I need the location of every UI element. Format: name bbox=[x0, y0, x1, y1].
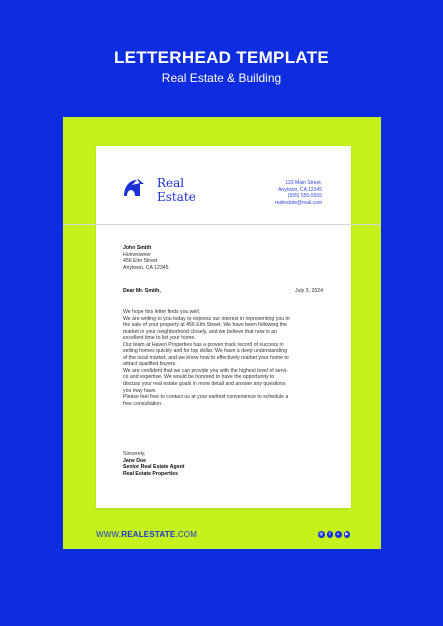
contact-street: 123 Main Street, bbox=[285, 180, 322, 186]
website-prefix: WWW. bbox=[96, 530, 122, 539]
poster-title: LETTERHEAD TEMPLATE bbox=[113, 48, 330, 67]
body-line: We are confident that we can provide you with the highest level of servi- bbox=[123, 367, 288, 374]
body-line: We hope this letter finds you well. bbox=[123, 309, 201, 315]
salutation: Dear Mr. Smith, bbox=[123, 288, 161, 294]
valediction: Sincerely, bbox=[123, 451, 146, 457]
brand-line-2: Estate bbox=[157, 190, 196, 204]
facebook-icon[interactable]: f bbox=[327, 531, 334, 538]
contact-phone: (555) 555-5555 bbox=[287, 193, 322, 200]
poster-subtitle: Real Estate & Building bbox=[161, 71, 282, 85]
website-link[interactable] bbox=[96, 530, 197, 539]
body-line: selling homes quickly and for top dollar. We have a deep understanding bbox=[123, 348, 287, 355]
x-icon[interactable]: x bbox=[335, 531, 342, 538]
body-line: market in your neighborhood closely, and we believe that now is an bbox=[123, 328, 277, 335]
letterhead-sheet bbox=[96, 146, 351, 508]
body-line: Please feel free to contact us at your earliest convenience to schedule a bbox=[123, 394, 289, 401]
body-line: Our team at Haven Properties has a proven track record of success in bbox=[123, 341, 284, 348]
letter-body bbox=[123, 309, 323, 407]
brand-wordmark bbox=[157, 176, 196, 204]
letter-date: July 3, 2024 bbox=[295, 288, 323, 294]
body-line: of the local market, and we know how to effectively market your home to bbox=[123, 354, 289, 361]
body-line: attract qualified buyers. bbox=[123, 361, 177, 368]
social-icons bbox=[318, 531, 350, 539]
recipient-role: Homeowner bbox=[123, 251, 151, 258]
body-line: ce and expertise. We would be honored to have the opportunity to bbox=[123, 374, 275, 381]
body-line: free consultation. bbox=[123, 400, 163, 407]
contact-city: Anytown, CA 12345 bbox=[278, 186, 322, 193]
recipient-street: 456 Elm Street bbox=[123, 258, 158, 265]
fold-line bbox=[63, 224, 381, 225]
recipient-name: John Smith bbox=[123, 245, 152, 251]
recipient-block bbox=[123, 245, 169, 271]
signer-title: Senior Real Estate Agent bbox=[123, 464, 185, 471]
contact-email: realestate@mail.com bbox=[274, 199, 322, 206]
body-line: We are writing to you today to express our interest in representing you in bbox=[123, 315, 290, 322]
brand-line-1: Real bbox=[157, 176, 185, 190]
website-domain: REALESTATE bbox=[121, 530, 176, 539]
instagram-icon[interactable]: ◎ bbox=[319, 531, 323, 536]
body-line: excellent time to list your home. bbox=[123, 335, 196, 342]
body-line: you may have. bbox=[123, 387, 157, 394]
recipient-city: Anytown, CA 12345 bbox=[123, 264, 169, 271]
body-line: the sale of your property at 456 Elm Street. We have been following the bbox=[123, 322, 287, 329]
website-suffix: .COM bbox=[175, 530, 198, 539]
body-line: discuss your real estate goals in more detail and answer any questions bbox=[123, 381, 286, 388]
signer-company: Real Estate Properties bbox=[123, 470, 179, 477]
youtube-icon[interactable]: ▶ bbox=[345, 531, 349, 536]
house-logo-icon bbox=[123, 177, 145, 197]
closing-block bbox=[123, 451, 185, 477]
signer-name: Jane Doe bbox=[123, 457, 147, 464]
contact-block bbox=[275, 180, 322, 206]
